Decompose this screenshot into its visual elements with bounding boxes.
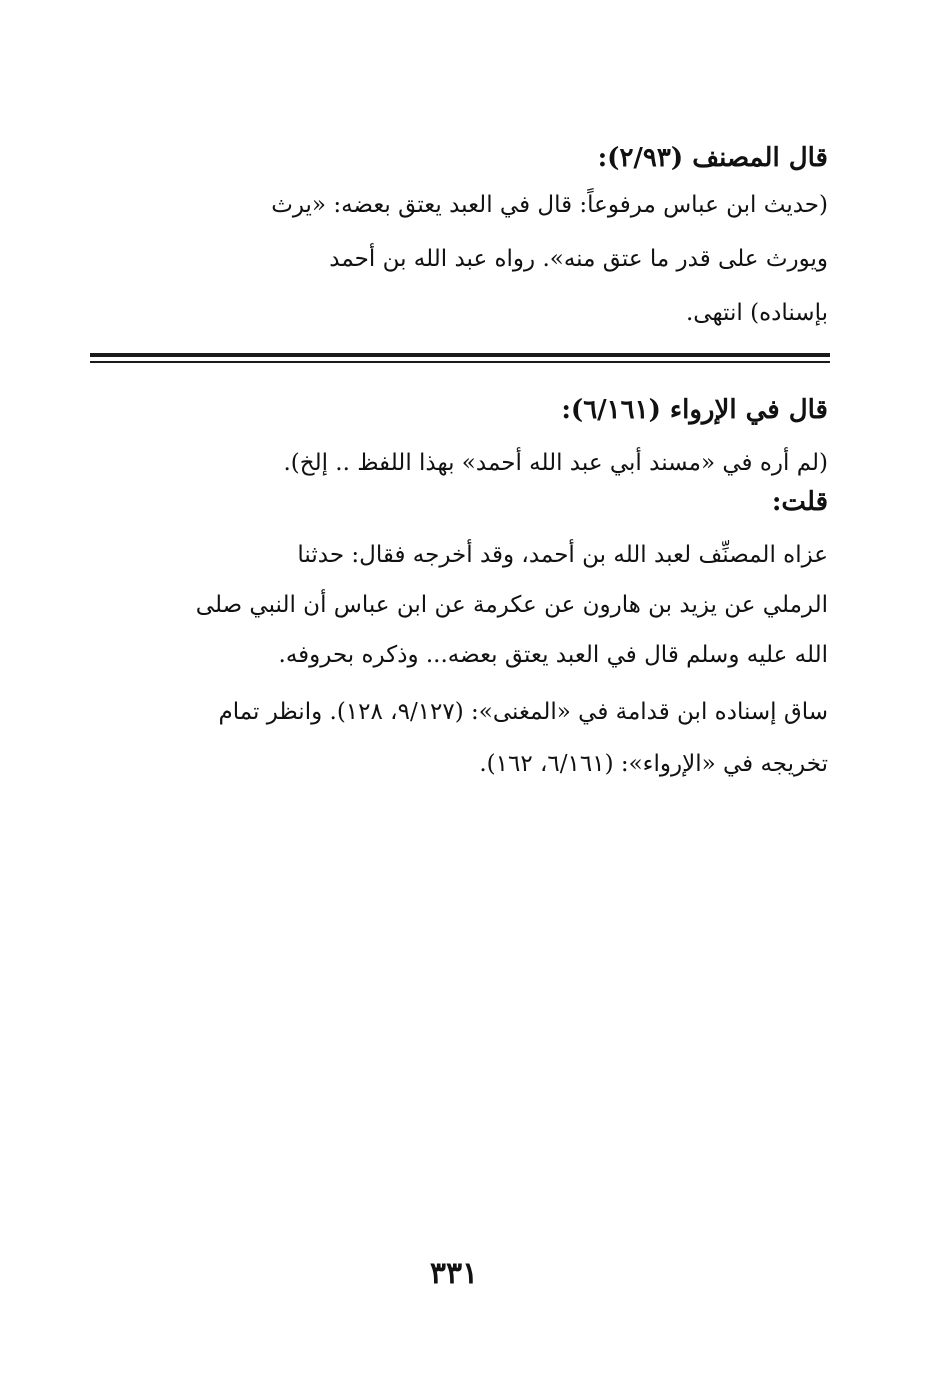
section1-quote <box>180 178 828 340</box>
quote-line: بإسناده) انتهى. <box>685 300 828 326</box>
section2-heading: قال في الإرواء (٦/١٦١): <box>561 395 828 425</box>
quote-line: (لم أره في «مسند أبي عبد الله أحمد» بهذا اللفظ .. إلخ). <box>283 450 828 476</box>
comment-label: قلت: <box>771 487 828 517</box>
section-divider-thick <box>90 353 830 357</box>
document-page <box>80 0 828 1374</box>
paragraph-line: الرملي عن يزيد بن هارون عن عكرمة عن ابن عباس أن النبي صلى <box>195 592 828 618</box>
paragraph-line: الله عليه وسلم قال في العبد يعتق بعضه... وذكره بحروفه. <box>278 642 828 668</box>
quote-line: (حديث ابن عباس مرفوعاً: قال في العبد يعتق بعضه: «يرث <box>271 192 828 218</box>
section-divider-thin <box>90 361 830 363</box>
page-number: ٣٣١ <box>429 1256 479 1291</box>
paragraph-line: تخريجه في «الإرواء»: (٦/١٦١، ١٦٢). <box>479 751 828 777</box>
comment-paragraph-2 <box>80 686 828 790</box>
paragraph-line: ساق إسناده ابن قدامة في «المغنى»: (٩/١٢٧، ١٢٨). وانظر تمام <box>218 699 828 725</box>
quote-line: ويورث على قدر ما عتق منه». رواه عبد الله بن أحمد <box>329 246 828 272</box>
section2-quote <box>180 443 828 483</box>
comment-paragraph-1 <box>80 530 828 680</box>
section1-heading: قال المصنف (٢/٩٣): <box>597 143 828 173</box>
paragraph-line: عزاه المصنِّف لعبد الله بن أحمد، وقد أخرجه فقال: حدثنا <box>297 542 828 568</box>
